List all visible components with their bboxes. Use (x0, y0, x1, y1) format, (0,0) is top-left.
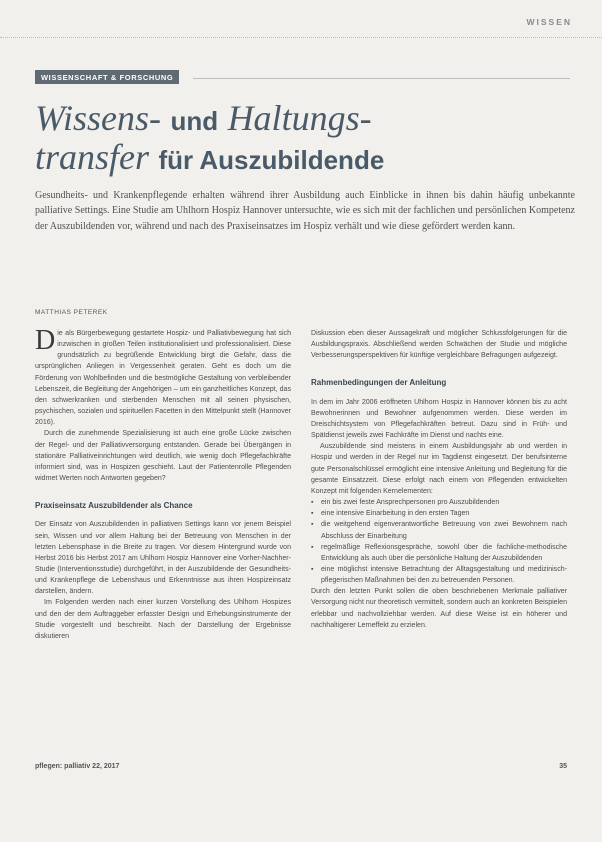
body-paragraph: Diskussion eben dieser Aussagekraft und möglicher Schlussfolgerungen für die Ausbildungspraxis. Abschließend werden Schwächen der Studie und mögliche Verbesserungsperspektiven für künftige vergleichbare Befragungen aufgezeigt. (311, 330, 567, 360)
bullet-item: ▪ eine möglichst intensive Betrachtung der Alltagsgestaltung und medizinisch-pflegerischen Maßnahmen bei den zu betreuenden Personen. (311, 564, 567, 586)
headline-part: für Auszubildende (158, 145, 385, 175)
bullet-list (311, 497, 567, 586)
lead-paragraph: Gesundheits- und Krankenpflegende erhalten während ihrer Ausbildung auch Einblicke in ihnen bis dahin häufig unbekannte palliative Settings. Eine Studie am Uhlhorn Hospiz Hannover untersuchte, wie es sich mit der fachlichen und persönlichen Kompetenz der Auszubildenden vor, während und nach des Praxiseinsatzes im Hospiz verhält und wie diese gefördert werden kann. (35, 190, 575, 232)
section-label: WISSEN (526, 17, 572, 27)
bullet-item: ▪ ein bis zwei feste Ansprechpersonen pro Auszubildenden (311, 497, 567, 508)
bullet-item: ▪ die weitgehend eigenverantwortliche Betreuung von zwei Bewohnern nach Abschluss der Einarbeitung (311, 519, 567, 541)
section-heading: Rahmenbedingungen der Anleitung (311, 378, 447, 388)
bullet-item: ▪ regelmäßige Reflexionsgespräche, sowohl über die fachliche-methodische Entwicklung als auch über die persönliche Haltung der Auszubildenden (311, 542, 567, 564)
category-badge: WISSENSCHAFT & FORSCHUNG (35, 70, 179, 84)
category-divider (193, 78, 570, 79)
page-number: 35 (559, 763, 567, 770)
body-paragraph: Durch die zunehmende Spezialisierung ist auch eine große Lücke zwischen der Regel- und der Palliativversorgung entstanden. Gerade bei Übergängen in stationäre Palliativeinrichtungen wird deutlich, wie wenig doch Pflegefachkräfte informiert sind, was in Hospizen geschieht. Laut der Patientenrolle Pflegenden widmet Werten noch Antworten gegeben? (35, 430, 291, 483)
header-divider (0, 37, 602, 38)
right-column (311, 328, 567, 631)
drop-cap: D (35, 325, 56, 356)
body-text: ie als Bürgerbewegung gestartete Hospiz- und Palliativbewegung hat sich inzwischen in großen Teilen institutionalisiert und professionalisiert. Diese grundsätzlich zu begrüßende Entwicklung birgt die Gefahr, dass die ursprünglichen Anliegen in Vergessenheit geraten. Geht es doch um die Förderung von Wohlbefinden und die bestmögliche Gestaltung von verbleibender Lebenszeit, die Begleitung der Angehörigen – um ein ganzheitliches Konzept, das den schwerkranken und sterbenden Menschen mit all seinen physischen, psychischen, sozialen und spirituellen Facetten in den Mittelpunkt stellt (Hannover 2016). (35, 330, 291, 427)
body-paragraph: Durch den letzten Punkt sollen die oben beschriebenen Merkmale palliativer Versorgung nicht nur theoretisch vermittelt, sondern auch an konkreten Beispielen erlebbar und nachvollziehbar werden. Auf diese Weise ist ein höherer und nachhaltigerer Lerneffekt zu erzielen. (311, 588, 567, 629)
headline-part: transfer (35, 137, 150, 177)
headline-part: Wissens- (35, 98, 161, 138)
footer-publication: pflegen: palliativ 22, 2017 (35, 763, 120, 770)
bullet-item: ▪ eine intensive Einarbeitung in den ersten Tagen (311, 508, 567, 519)
body-paragraph: Auszubildende sind meistens in einem Ausbildungsjahr ab und werden in Hospiz und werden in der Regel nur im Tagdienst eingesetzt. Der berufsinterne gute Personalschlüssel ermöglicht eine intensive Anleitung und Begleitung für die gesamte Einsatzzeit. Diese erfolgt nach einem von Pflegenden entwickelten Konzept mit folgenden Kernelementen: (311, 443, 567, 495)
article-headline (35, 100, 575, 178)
author-byline: MATTHIAS PETEREK (35, 309, 108, 316)
body-paragraph: Der Einsatz von Auszubildenden in palliativen Settings kann vor jenem Beispiel sein, Wissen und vor allem Haltung bei der Betreuung von Menschen in der letzten Lebensphase in die Breite zu tragen. Vor diesem Hintergrund wurde von Herbst 2016 bis Herbst 2017 am Uhlhorn Hospiz Hannover eine Vorher-Nachher-Studie (Interventionsstudie) durchgeführt, in der Auszubildende der Gesundheits- und Krankenpflege die Lebenshaus und Erkenntnisse aus ihren Hospizeinsatz darstellen, ändern. (35, 521, 291, 596)
section-heading: Praxiseinsatz Auszubildender als Chance (35, 501, 193, 511)
body-paragraph: Im Folgenden werden nach einer kurzen Vorstellung des Uhlhorn Hospizes und den der dem Auftraggeber erfasster Design und Erhebungsinstrumente der Studie vorgestellt und beschreibt. Nach der Darstellung der Ergebnisse diskutieren (35, 599, 291, 640)
left-column (35, 325, 291, 642)
body-paragraph (35, 325, 291, 428)
headline-part: und (170, 106, 219, 136)
body-paragraph: In dem im Jahr 2006 eröffneten Uhlhorn Hospiz in Hannover können bis zu acht Bewohnerinnen und Bewohner aufgenommen werden. Diese werden im Dreischichtsystem von Pflegefachkräften betreut. Dazu sind in Früh- und Spätdienst jeweils zwei Fachkräfte im Dienst und nachts eine. (311, 398, 567, 440)
headline-part: Haltungs- (227, 98, 372, 138)
